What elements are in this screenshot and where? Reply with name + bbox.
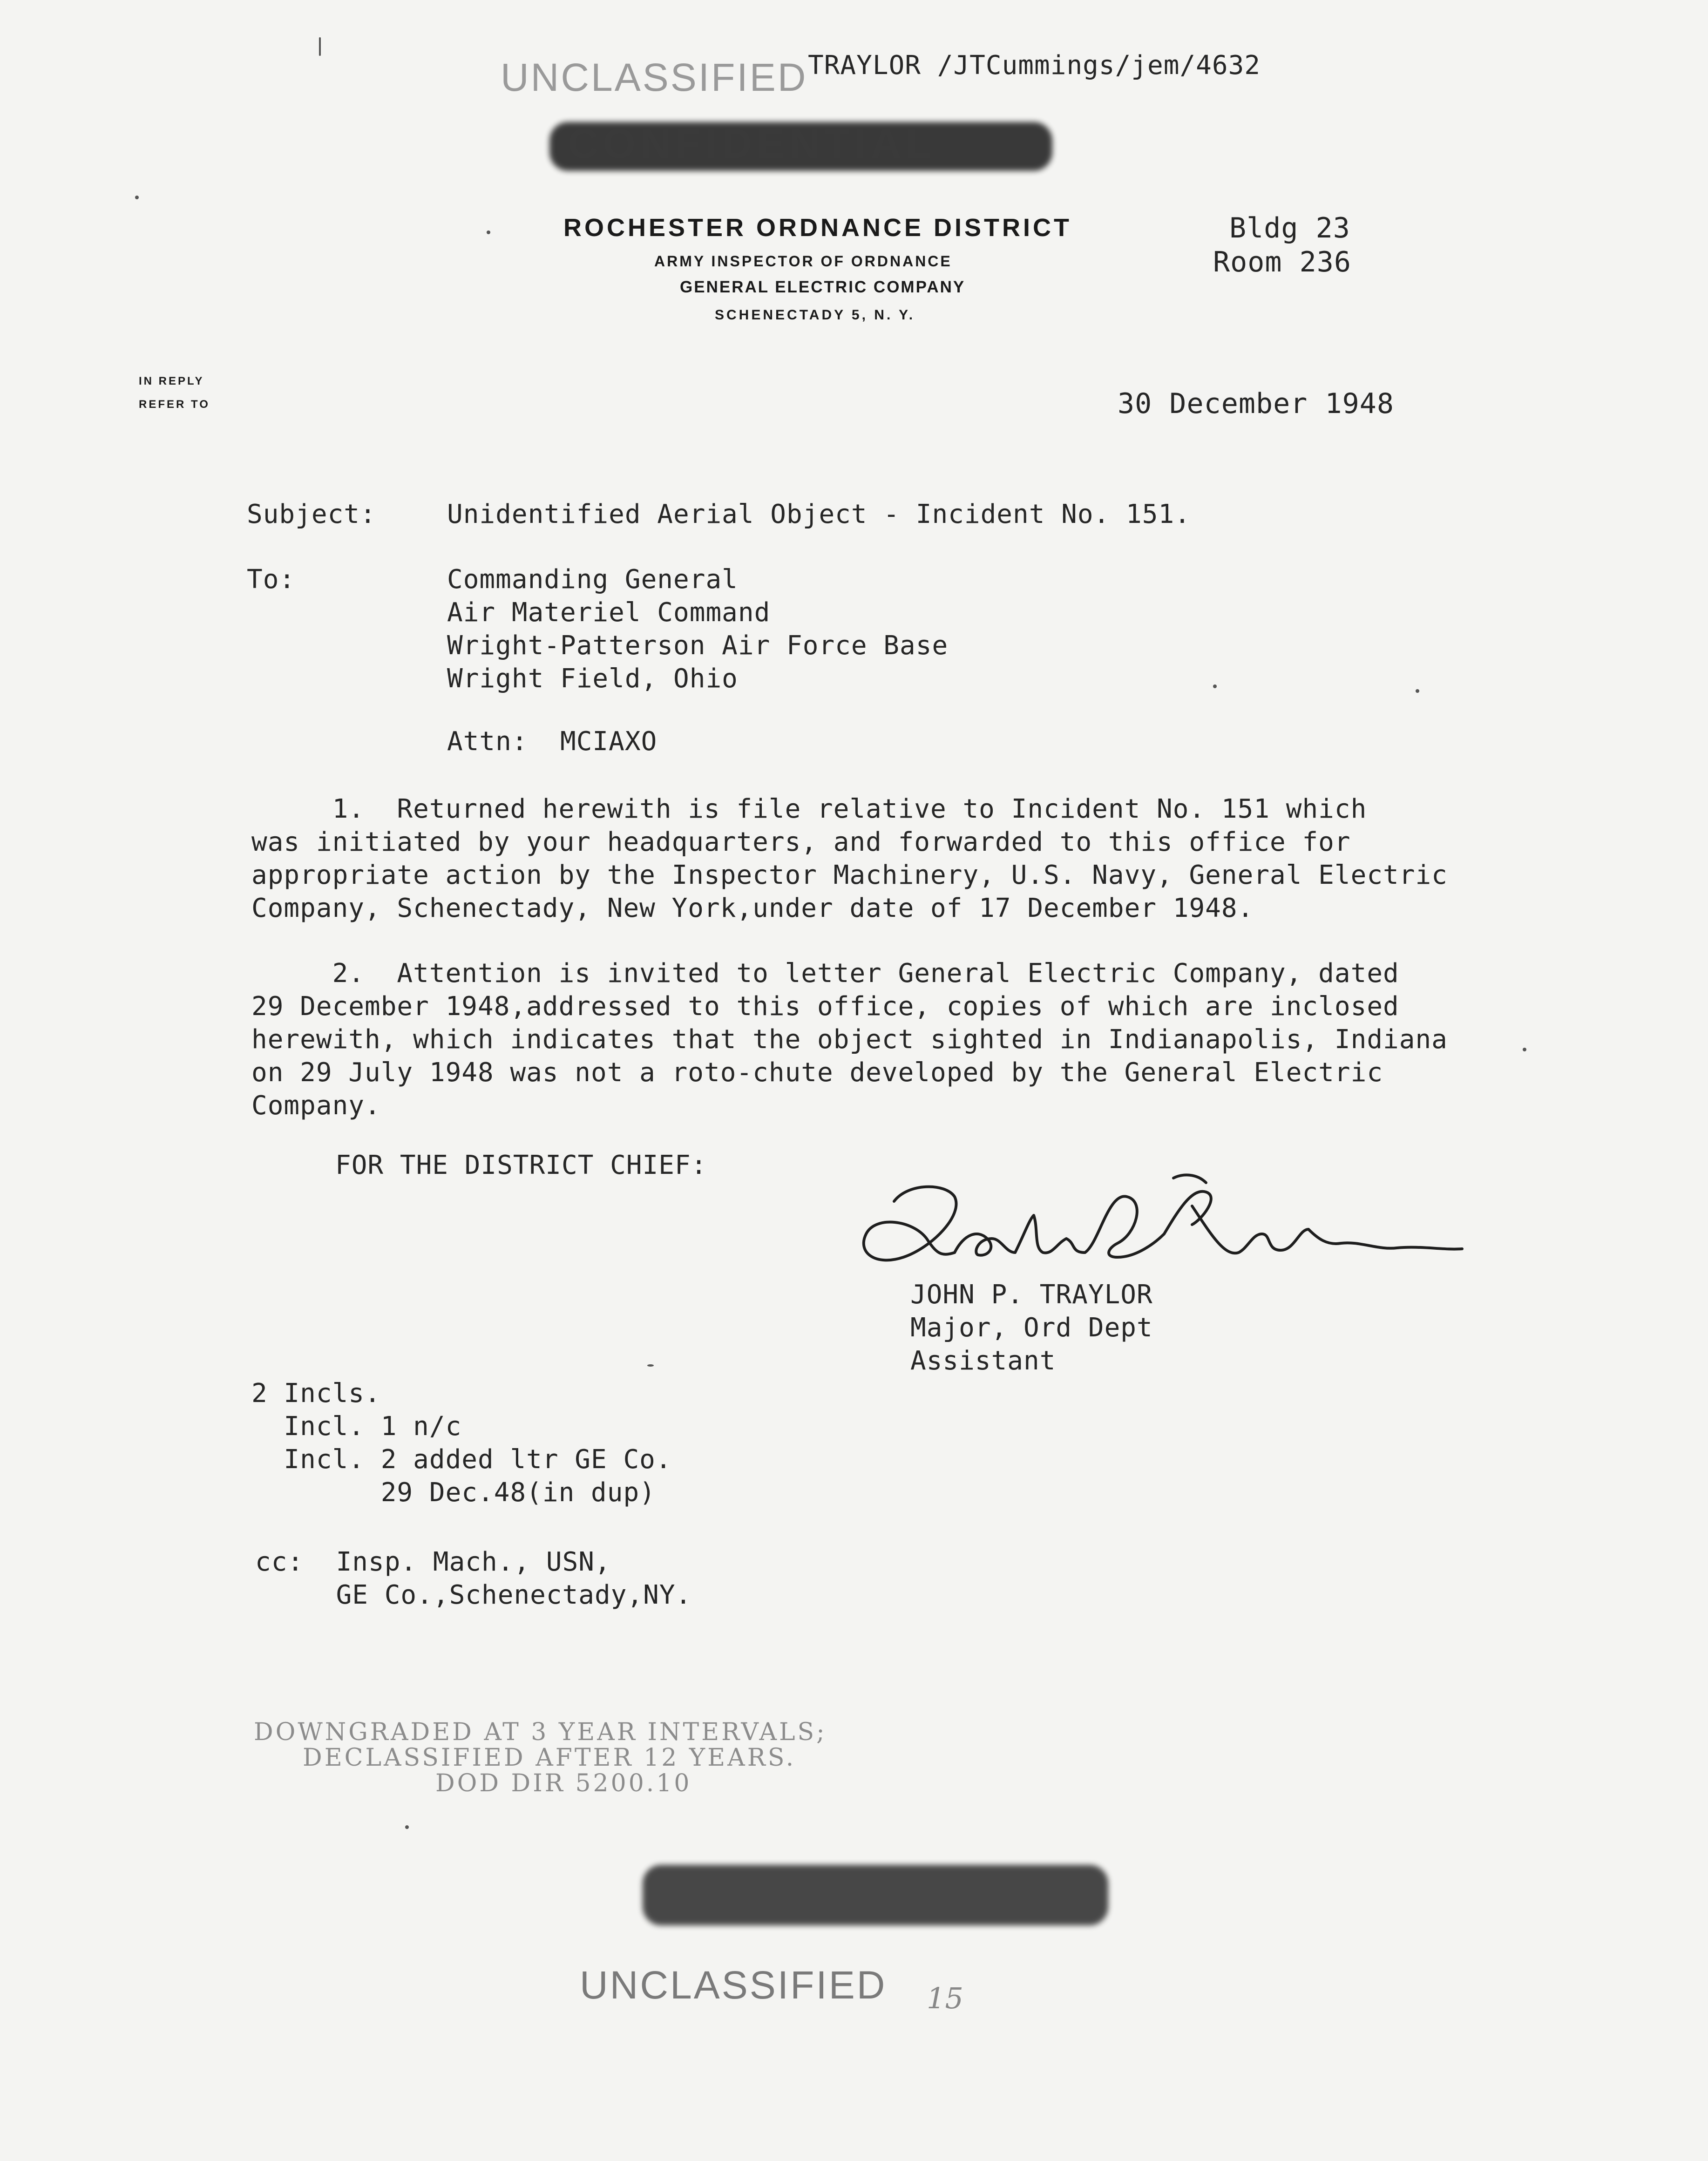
subject-label: Subject: (247, 499, 376, 529)
signer-title: Assistant (910, 1346, 1056, 1376)
noise-speck (319, 37, 321, 56)
downgrade-stamp-line-3: DOD DIR 5200.10 (435, 1769, 692, 1797)
paragraph-2-line-3: herewith, which indicates that the object sighted in Indianapolis, Indiana (251, 1024, 1448, 1055)
room-label: Room 236 (1213, 246, 1351, 278)
paragraph-1-line-3: appropriate action by the Inspector Machinery, U.S. Navy, General Electric (251, 860, 1448, 890)
letterhead-line1: ARMY INSPECTOR OF ORDNANCE (654, 253, 952, 270)
signer-rank: Major, Ord Dept (910, 1313, 1153, 1343)
letter-date: 30 December 1948 (1118, 387, 1394, 420)
noise-speck (487, 230, 490, 234)
noise-speck (405, 1825, 409, 1829)
paragraph-2-line-4: on 29 July 1948 was not a roto-chute developed by the General Electric (251, 1057, 1383, 1088)
paragraph-2-line-5: Company. (251, 1091, 381, 1121)
to-line-1: Commanding General (447, 564, 738, 595)
attention-line: Attn: MCIAXO (447, 726, 657, 757)
downgrade-stamp-line-1: DOWNGRADED AT 3 YEAR INTERVALS; (254, 1718, 827, 1746)
to-line-4: Wright Field, Ohio (447, 664, 738, 694)
cc-line-1: cc: Insp. Mach., USN, (255, 1547, 611, 1577)
noise-speck (647, 1364, 654, 1367)
letterhead-line2: GENERAL ELECTRIC COMPANY (680, 278, 966, 296)
redaction-smear-bottom (643, 1865, 1108, 1925)
cc-line-2: GE Co.,Schenectady,NY. (255, 1580, 692, 1610)
noise-speck (135, 196, 139, 199)
inclosure-line-1: 2 Incls. (251, 1378, 381, 1409)
to-line-2: Air Materiel Command (447, 597, 771, 628)
page-number-mark: 15 (927, 1981, 963, 2015)
redacted-confidential-stamp: CONFIDENTIAL (568, 121, 936, 167)
to-line-3: Wright-Patterson Air Force Base (447, 630, 949, 661)
paragraph-2-line-2: 29 December 1948,addressed to this office, copies of which are inclosed (251, 991, 1399, 1022)
file-reference: TRAYLOR /JTCummings/jem/4632 (808, 50, 1261, 81)
noise-speck (1523, 1048, 1526, 1051)
unclassified-stamp-top: UNCLASSIFIED (501, 55, 808, 99)
inclosure-line-2: Incl. 1 n/c (251, 1411, 462, 1442)
paragraph-1-line-4: Company, Schenectady, New York,under date of 17 December 1948. (251, 893, 1254, 923)
refer-to-label: REFER TO (139, 398, 210, 411)
unclassified-stamp-bottom: UNCLASSIFIED (580, 1963, 887, 2007)
in-reply-label: IN REPLY (139, 375, 204, 387)
closing-line: FOR THE DISTRICT CHIEF: (335, 1150, 707, 1180)
letterhead-line3: SCHENECTADY 5, N. Y. (715, 307, 915, 323)
subject-text: Unidentified Aerial Object - Incident No. 151. (447, 499, 1191, 529)
inclosure-line-4: 29 Dec.48(in dup) (251, 1477, 656, 1508)
paragraph-1-line-2: was initiated by your headquarters, and forwarded to this office for (251, 827, 1351, 857)
letterhead-org: ROCHESTER ORDNANCE DISTRICT (563, 214, 1072, 242)
paragraph-1-line-1: 1. Returned herewith is file relative to Incident No. 151 which (251, 794, 1367, 824)
signature-graphic (838, 1164, 1467, 1285)
signer-name: JOHN P. TRAYLOR (910, 1280, 1153, 1310)
building-label: Bldg 23 (1229, 212, 1350, 244)
to-label: To: (247, 564, 296, 595)
noise-speck (1213, 684, 1217, 688)
paragraph-2-line-1: 2. Attention is invited to letter General Electric Company, dated (251, 958, 1399, 989)
inclosure-line-3: Incl. 2 added ltr GE Co. (251, 1444, 672, 1475)
downgrade-stamp-line-2: DECLASSIFIED AFTER 12 YEARS. (303, 1744, 796, 1772)
noise-speck (1416, 689, 1419, 693)
